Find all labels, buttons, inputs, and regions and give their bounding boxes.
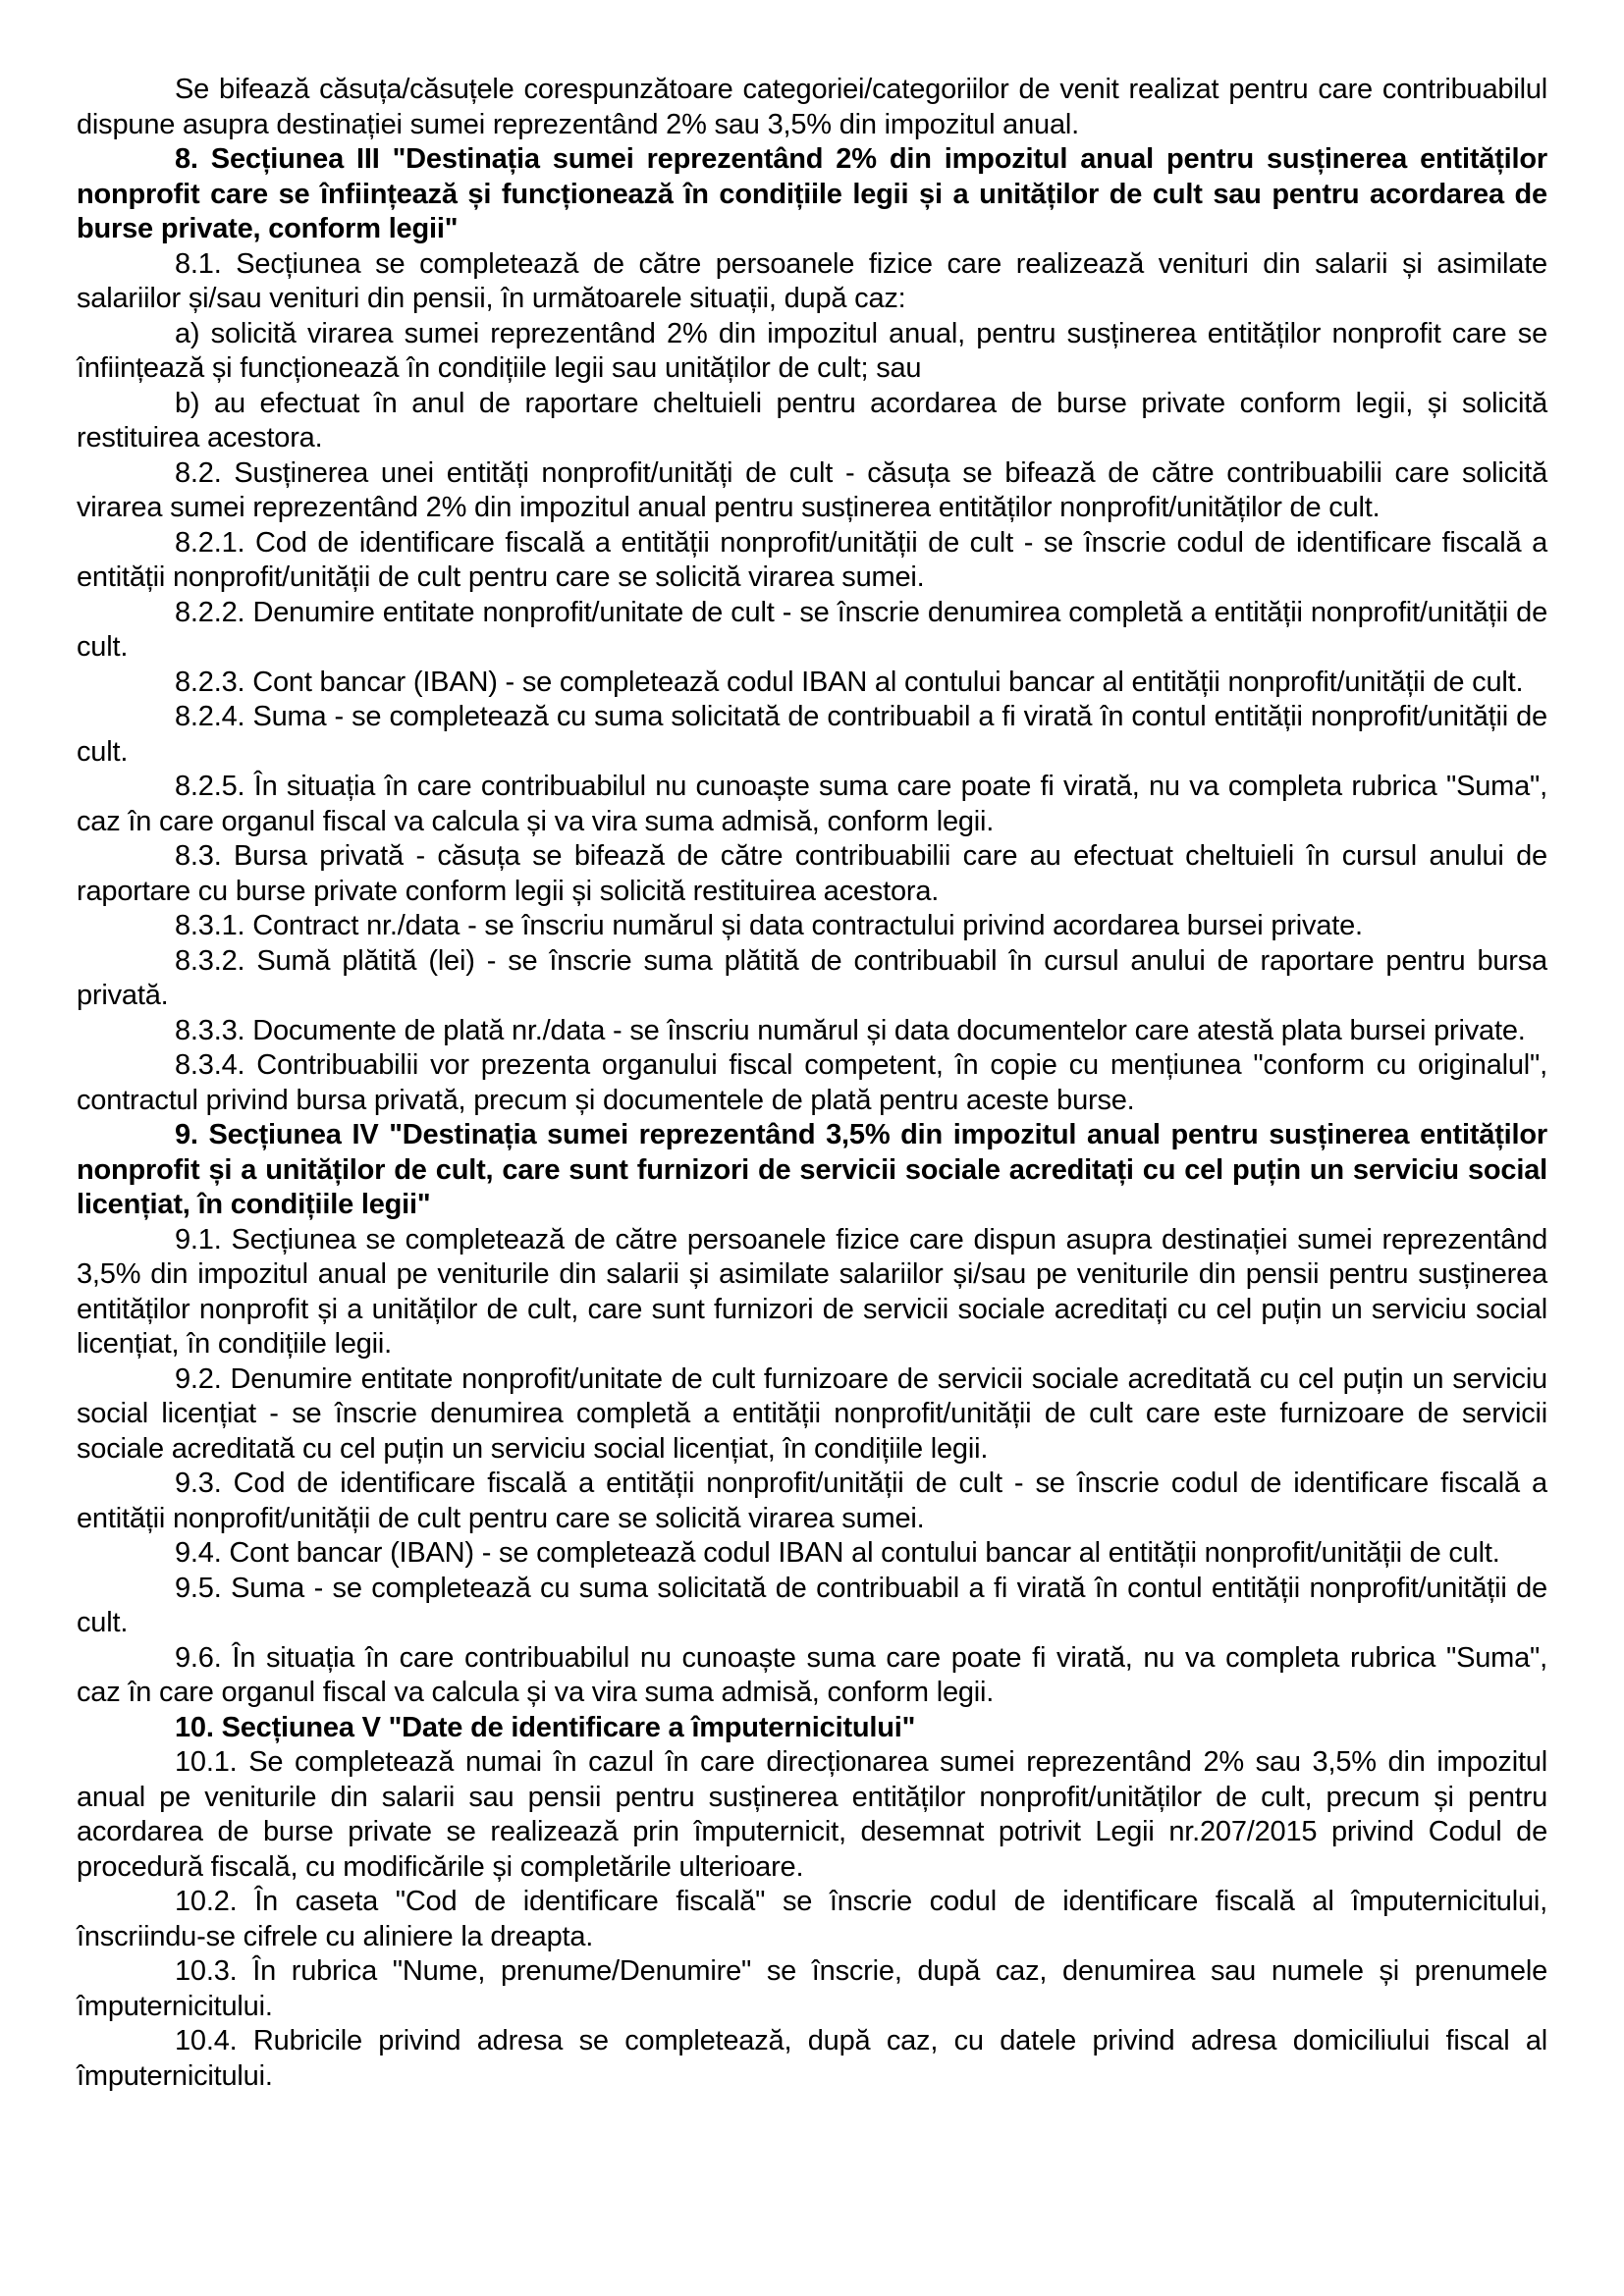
paragraph-p-9-2: 9.2. Denumire entitate nonprofit/unitate de cult furnizoare de servicii sociale acreditată cu cel puțin un serviciu social licențiat - se înscrie denumirea completă a entității nonprofit/unității de cult care este furnizoare de servicii sociale acreditată cu cel puțin un serviciu social licențiat, în condițiile legii.	[77, 1362, 1547, 1465]
paragraph-p-9-4: 9.4. Cont bancar (IBAN) - se completează codul IBAN al contului bancar al entității nonprofit/unității de cult.	[175, 1537, 1500, 1569]
paragraph-p-9-1: 9.1. Secțiunea se completează de către persoanele fizice care dispun asupra destinației sumei reprezentând 3,5% din impozitul anual pe veniturile din salarii și asimilate salariilor și/sau pe veniturile din pensii pentru susținerea entităților nonprofit și a unităților de cult, care sunt furnizori de servicii sociale acreditați cu cel puțin un serviciu social licențiat, în condițiile legii.	[77, 1223, 1547, 1360]
paragraph-p-8-2-4: 8.2.4. Suma - se completează cu suma solicitată de contribuabil a fi virată în contul entității nonprofit/unității de cult.	[77, 701, 1547, 768]
paragraph-heading-sectiunea-4: 9. Secțiunea IV "Destinația sumei reprezentând 3,5% din impozitul anual pentru susținerea entităților nonprofit și a unităților de cult, care sunt furnizori de servicii sociale acreditați cu cel puțin un serviciu social licențiat, în condițiile legii"	[77, 1119, 1547, 1220]
paragraph-heading-sectiunea-5: 10. Secțiunea V "Date de identificare a împuternicitului"	[175, 1711, 916, 1743]
paragraph-p-9-3: 9.3. Cod de identificare fiscală a entității nonprofit/unității de cult - se înscrie codul de identificare fiscală a entității nonprofit/unității de cult pentru care se solicită virarea sumei.	[77, 1468, 1547, 1534]
paragraph-p-8-2-1: 8.2.1. Cod de identificare fiscală a entității nonprofit/unității de cult - se înscrie codul de identificare fiscală a entității nonprofit/unității de cult pentru care se solicită virarea sumei.	[77, 526, 1547, 593]
paragraph-intro-bifare-casuta: Se bifează căsuța/căsuțele corespunzătoare categoriei/categoriilor de venit realizat pentru care contribuabilul dispune asupra destinației sumei reprezentând 2% sau 3,5% din impozitul anual.	[77, 74, 1547, 140]
paragraph-p-8-2-5: 8.2.5. În situația în care contribuabilul nu cunoaște suma care poate fi virată, nu va completa rubrica "Suma", caz în care organul fiscal va calcula și va vira suma admisă, conform legii.	[77, 771, 1547, 837]
paragraph-p-10-1: 10.1. Se completează numai în cazul în care direcționarea sumei reprezentând 2% sau 3,5% din impozitul anual pe veniturile din salarii sau pensii pentru susținerea entităților nonprofit/unităților de cult, precum și pentru acordarea de burse private se realizează prin împuternicit, desemnat potrivit Legii nr.207/2015 privind Codul de procedură fiscală, cu modificările și completările ulterioare.	[77, 1746, 1547, 1883]
paragraph-p-10-2: 10.2. În caseta "Cod de identificare fiscală" se înscrie codul de identificare fiscală al împuternicitului, înscriindu-se cifrele cu aliniere la dreapta.	[77, 1886, 1547, 1952]
paragraph-p-8-3-3: 8.3.3. Documente de plată nr./data - se înscriu numărul și data documentelor care atestă plata bursei private.	[175, 1014, 1526, 1046]
paragraph-p-8-2-2: 8.2.2. Denumire entitate nonprofit/unitate de cult - se înscrie denumirea completă a entității nonprofit/unității de cult.	[77, 596, 1547, 663]
paragraph-p-8-3-1: 8.3.1. Contract nr./data - se înscriu numărul și data contractului privind acordarea bursei private.	[175, 910, 1363, 941]
paragraph-p-10-4: 10.4. Rubricile privind adresa se completează, după caz, cu datele privind adresa domiciliului fiscal al împuternicitului.	[77, 2025, 1547, 2092]
paragraph-p-8-2: 8.2. Susținerea unei entități nonprofit/unități de cult - căsuța se bifează de către contribuabilii care solicită virarea sumei reprezentând 2% din impozitul anual pentru susținerea entităților nonprofit/unităților de cult.	[77, 456, 1547, 523]
paragraph-p-8-1: 8.1. Secțiunea se completează de către persoanele fizice care realizează venituri din salarii și asimilate salariilor și/sau venituri din pensii, în următoarele situații, după caz:	[77, 247, 1547, 314]
paragraph-p-8-3-4: 8.3.4. Contribuabilii vor prezenta organului fiscal competent, în copie cu mențiunea "conform cu originalul", contractul privind bursa privată, precum și documentele de plată pentru aceste burse.	[77, 1049, 1547, 1116]
paragraph-p-8-2-3: 8.2.3. Cont bancar (IBAN) - se completează codul IBAN al contului bancar al entității nonprofit/unității de cult.	[175, 666, 1524, 698]
paragraph-p-9-5: 9.5. Suma - se completează cu suma solicitată de contribuabil a fi virată în contul entității nonprofit/unității de cult.	[77, 1572, 1547, 1638]
paragraph-p-9-6: 9.6. În situația în care contribuabilul nu cunoaște suma care poate fi virată, nu va completa rubrica "Suma", caz în care organul fiscal va calcula și va vira suma admisă, conform legii.	[77, 1641, 1547, 1708]
paragraph-p-8-3: 8.3. Bursa privată - căsuța se bifează de către contribuabilii care au efectuat cheltuieli în cursul anului de raportare cu burse private conform legii și solicită restituirea acestora.	[77, 840, 1547, 907]
paragraph-p-8-1-b: b) au efectuat în anul de raportare cheltuieli pentru acordarea de burse private conform legii, și solicită restituirea acestora.	[77, 387, 1547, 454]
paragraph-p-8-3-2: 8.3.2. Sumă plătită (lei) - se înscrie suma plătită de contribuabil în cursul anului de raportare pentru bursa privată.	[77, 944, 1547, 1011]
paragraph-p-8-1-a: a) solicită virarea sumei reprezentând 2% din impozitul anual, pentru susținerea entităților nonprofit care se înființează și funcționează în condițiile legii sau unităților de cult; sau	[77, 317, 1547, 384]
paragraph-heading-sectiunea-3: 8. Secțiunea III "Destinația sumei reprezentând 2% din impozitul anual pentru susținerea entităților nonprofit care se înființează și funcționează în condițiile legii și a unităților de cult sau pentru acordarea de burse private, conform legii"	[77, 143, 1547, 244]
paragraph-p-10-3: 10.3. În rubrica "Nume, prenume/Denumire" se înscrie, după caz, denumirea sau numele și prenumele împuternicitului.	[77, 1955, 1547, 2022]
